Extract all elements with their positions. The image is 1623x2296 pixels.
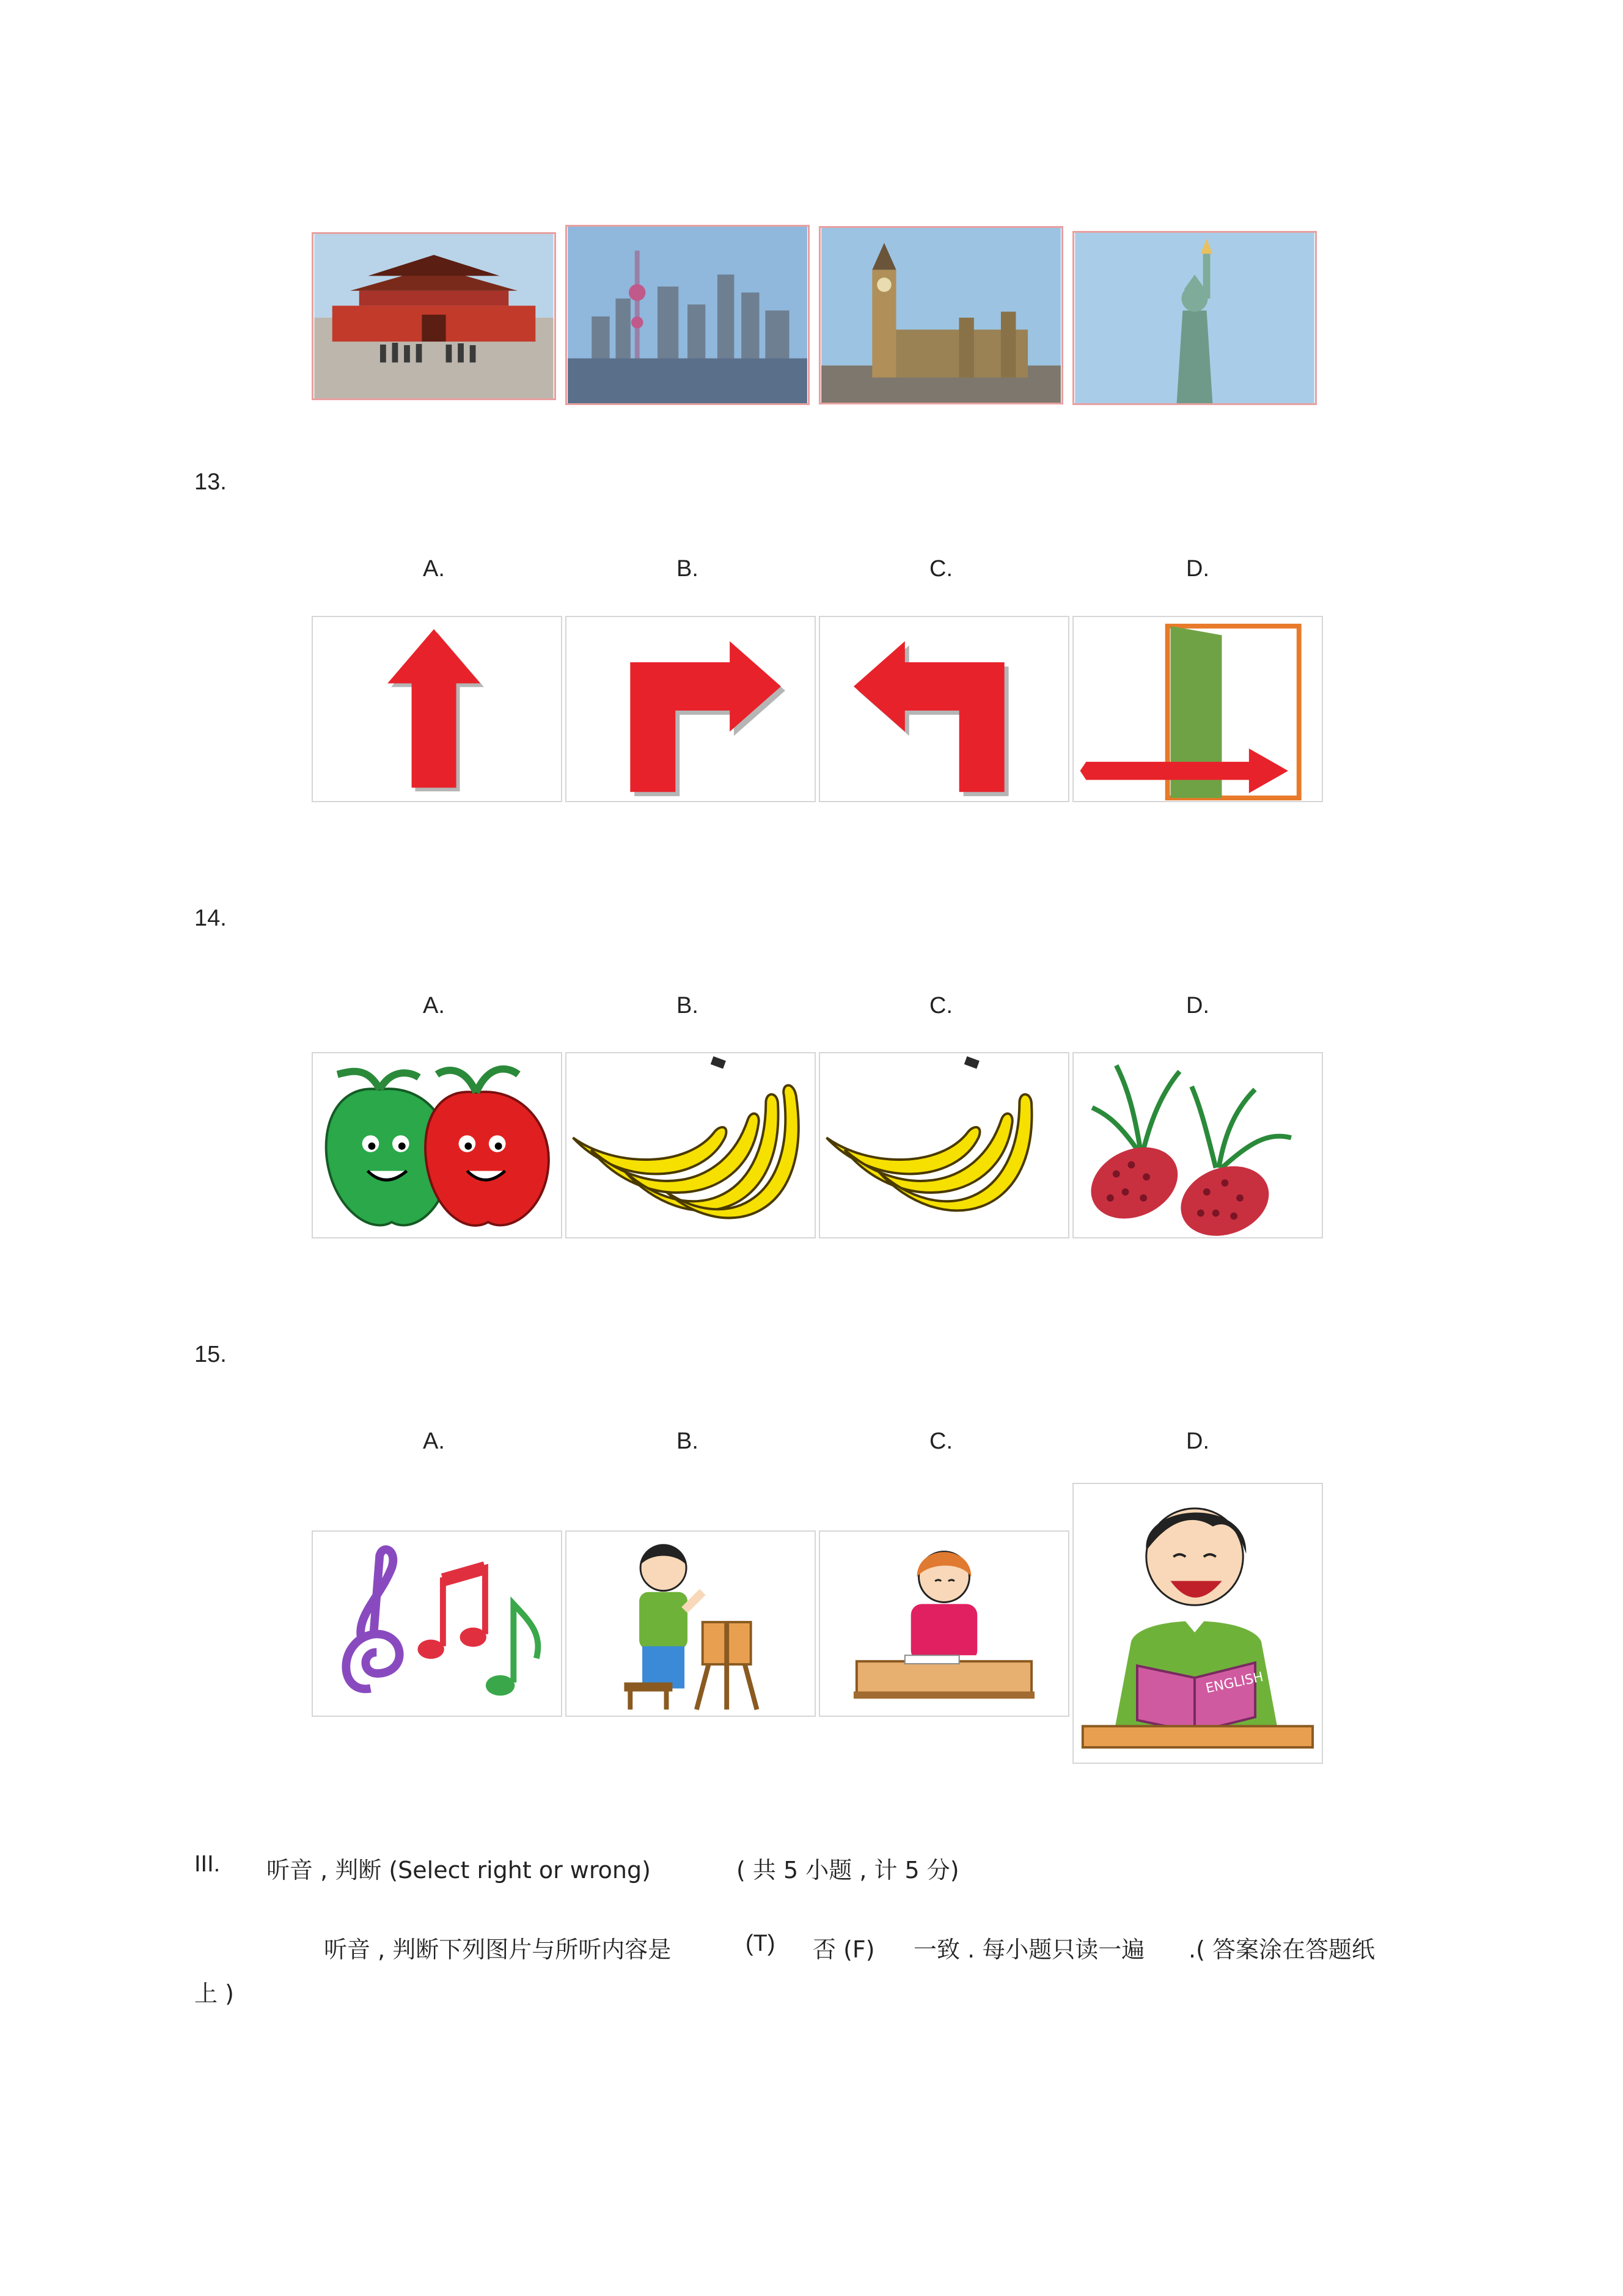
section-numeral: III.: [194, 1851, 221, 1877]
big-ben-photo-icon: [821, 228, 1061, 403]
option-label-b: B.: [676, 993, 698, 1018]
arrow-up-icon: [313, 617, 561, 801]
instruction-false-marker: 否 (F): [813, 1936, 875, 1963]
question-number: 13.: [194, 469, 227, 495]
option-label-d: D.: [1186, 1428, 1209, 1454]
instruction-true-marker: (T): [746, 1931, 775, 1956]
option-label-c: C.: [929, 556, 953, 582]
q14-option-c-picture[interactable]: [819, 1052, 1069, 1238]
bananas-icon: [820, 1053, 1068, 1237]
apples-icon: [313, 1053, 561, 1237]
girl-writing-icon: [820, 1532, 1068, 1716]
q12-picture-d: [1072, 231, 1317, 405]
q13-option-b-picture[interactable]: [565, 616, 816, 802]
q13-option-d-picture[interactable]: [1072, 616, 1323, 802]
option-label-b: B.: [676, 1428, 698, 1454]
q13-option-c-picture[interactable]: [819, 616, 1069, 802]
option-label-a: A.: [423, 993, 445, 1018]
instruction-text: 听音 , 判断下列图片与所听内容是: [324, 1936, 672, 1963]
q12-picture-c: [819, 226, 1063, 404]
q13-option-a-picture[interactable]: [312, 616, 562, 802]
q15-option-c-picture[interactable]: [819, 1530, 1069, 1717]
option-label-d: D.: [1186, 993, 1209, 1018]
turn-right-arrow-icon: [566, 617, 815, 801]
q14-option-d-picture[interactable]: [1072, 1052, 1323, 1238]
music-notes-icon: [313, 1532, 561, 1716]
q14-option-a-picture[interactable]: [312, 1052, 562, 1238]
question-number: 15.: [194, 1342, 227, 1367]
section-score: ( 共 5 小题 , 计 5 分): [736, 1857, 959, 1884]
option-label-b: B.: [676, 556, 698, 582]
instruction-text: .( 答案涂在答题纸: [1189, 1936, 1375, 1963]
option-label-c: C.: [929, 993, 953, 1018]
section-title: 听音 , 判断 (Select right or wrong): [266, 1857, 651, 1884]
instruction-text: 一致 . 每小题只读一遍: [914, 1936, 1145, 1963]
turn-left-arrow-icon: [820, 617, 1068, 801]
shanghai-skyline-photo-icon: [567, 227, 808, 403]
option-label-c: C.: [929, 1428, 953, 1454]
q12-picture-a: [312, 232, 556, 400]
q15-option-a-picture[interactable]: [312, 1530, 562, 1717]
statue-of-liberty-photo-icon: [1074, 233, 1315, 403]
svg-text:ENGLISH: ENGLISH: [1204, 1669, 1265, 1697]
strawberries-icon: [1074, 1053, 1322, 1237]
q14-option-b-picture[interactable]: [565, 1052, 816, 1238]
question-number: 14.: [194, 905, 227, 931]
q12-picture-b: [565, 225, 810, 405]
boy-painting-icon: [566, 1532, 815, 1716]
instruction-text: 上 ): [194, 1980, 234, 2007]
door-arrow-icon: [1074, 617, 1322, 801]
option-label-a: A.: [423, 1428, 445, 1454]
q15-option-b-picture[interactable]: [565, 1530, 816, 1717]
q15-option-d-picture[interactable]: [1072, 1483, 1323, 1764]
boy-reading-english-icon: [1074, 1484, 1322, 1763]
tiananmen-photo-icon: [313, 234, 554, 398]
bananas-icon: [566, 1053, 815, 1237]
option-label-d: D.: [1186, 556, 1209, 582]
option-label-a: A.: [423, 556, 445, 582]
